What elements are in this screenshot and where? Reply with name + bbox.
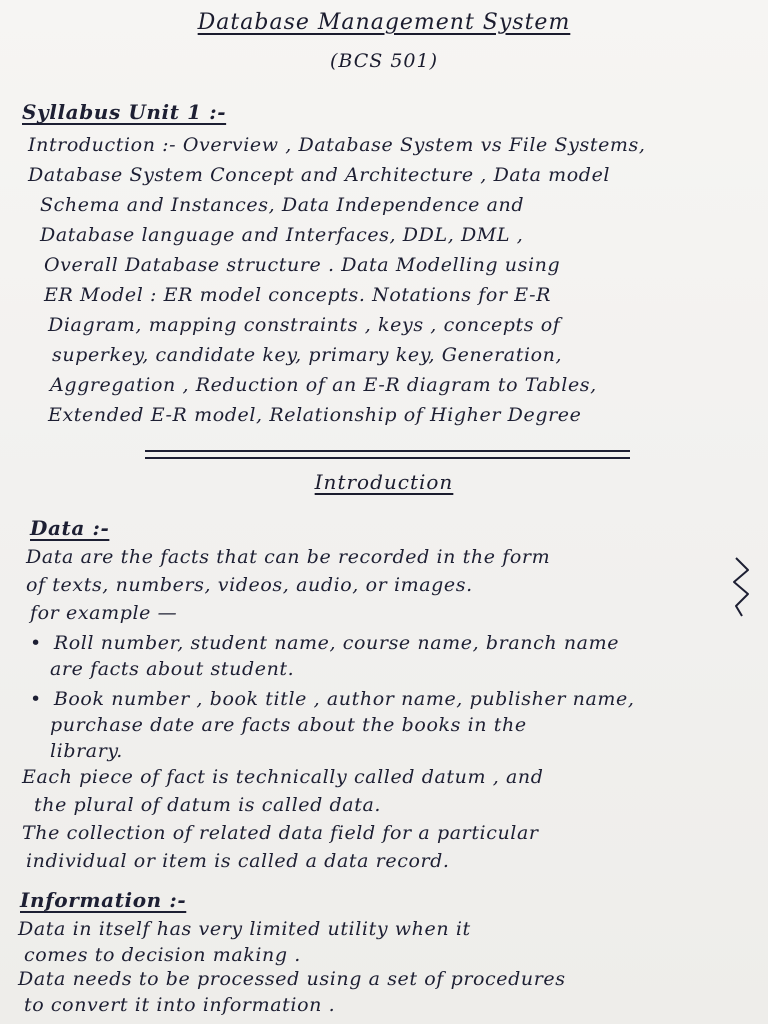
data-line: Data are the facts that can be recorded in the form: [26, 546, 551, 568]
information-heading: Information :-: [20, 888, 187, 912]
bullet-item: • Book number , book title , author name, publisher name,: [30, 688, 635, 710]
syllabus-line: Schema and Instances, Data Independence and: [40, 194, 525, 216]
syllabus-line: Introduction :- Overview , Database System vs File Systems,: [28, 134, 646, 156]
data-line: the plural of datum is called data.: [34, 794, 382, 816]
syllabus-line: Overall Database structure . Data Modelling using: [44, 254, 561, 276]
data-line: The collection of related data field for a particular: [22, 822, 539, 844]
data-heading: Data :-: [30, 516, 110, 540]
information-line: to convert it into information .: [24, 994, 336, 1016]
information-line: Data needs to be processed using a set of procedures: [18, 968, 566, 990]
bullet-item: • Roll number, student name, course name, branch name: [30, 632, 619, 654]
bullet-continuation: library.: [50, 740, 123, 762]
data-line: Each piece of fact is technically called datum , and: [22, 766, 544, 788]
divider-line: [145, 450, 630, 452]
course-code: (BCS 501): [330, 50, 438, 72]
margin-squiggle: [728, 556, 754, 618]
information-line: Data in itself has very limited utility when it: [18, 918, 471, 940]
page-title: Database Management System: [197, 10, 571, 35]
syllabus-line: superkey, candidate key, primary key, Generation,: [52, 344, 563, 366]
divider-line: [145, 457, 630, 459]
bullet-continuation: purchase date are facts about the books in the: [50, 714, 527, 736]
syllabus-heading: Syllabus Unit 1 :-: [22, 100, 227, 124]
syllabus-line: Database language and Interfaces, DDL, DML ,: [40, 224, 524, 246]
data-line: for example —: [30, 602, 178, 624]
syllabus-line: Diagram, mapping constraints , keys , concepts of: [48, 314, 561, 336]
syllabus-line: Database System Concept and Architecture , Data model: [28, 164, 611, 186]
information-line: comes to decision making .: [24, 944, 301, 966]
bullet-continuation: are facts about student.: [50, 658, 295, 680]
syllabus-line: Extended E-R model, Relationship of Higher Degree: [48, 404, 582, 426]
section-title: Introduction: [314, 470, 454, 494]
data-line: individual or item is called a data record.: [26, 850, 450, 872]
syllabus-line: ER Model : ER model concepts. Notations for E-R: [44, 284, 552, 306]
data-line: of texts, numbers, videos, audio, or images.: [26, 574, 473, 596]
syllabus-line: Aggregation , Reduction of an E-R diagram to Tables,: [50, 374, 597, 396]
